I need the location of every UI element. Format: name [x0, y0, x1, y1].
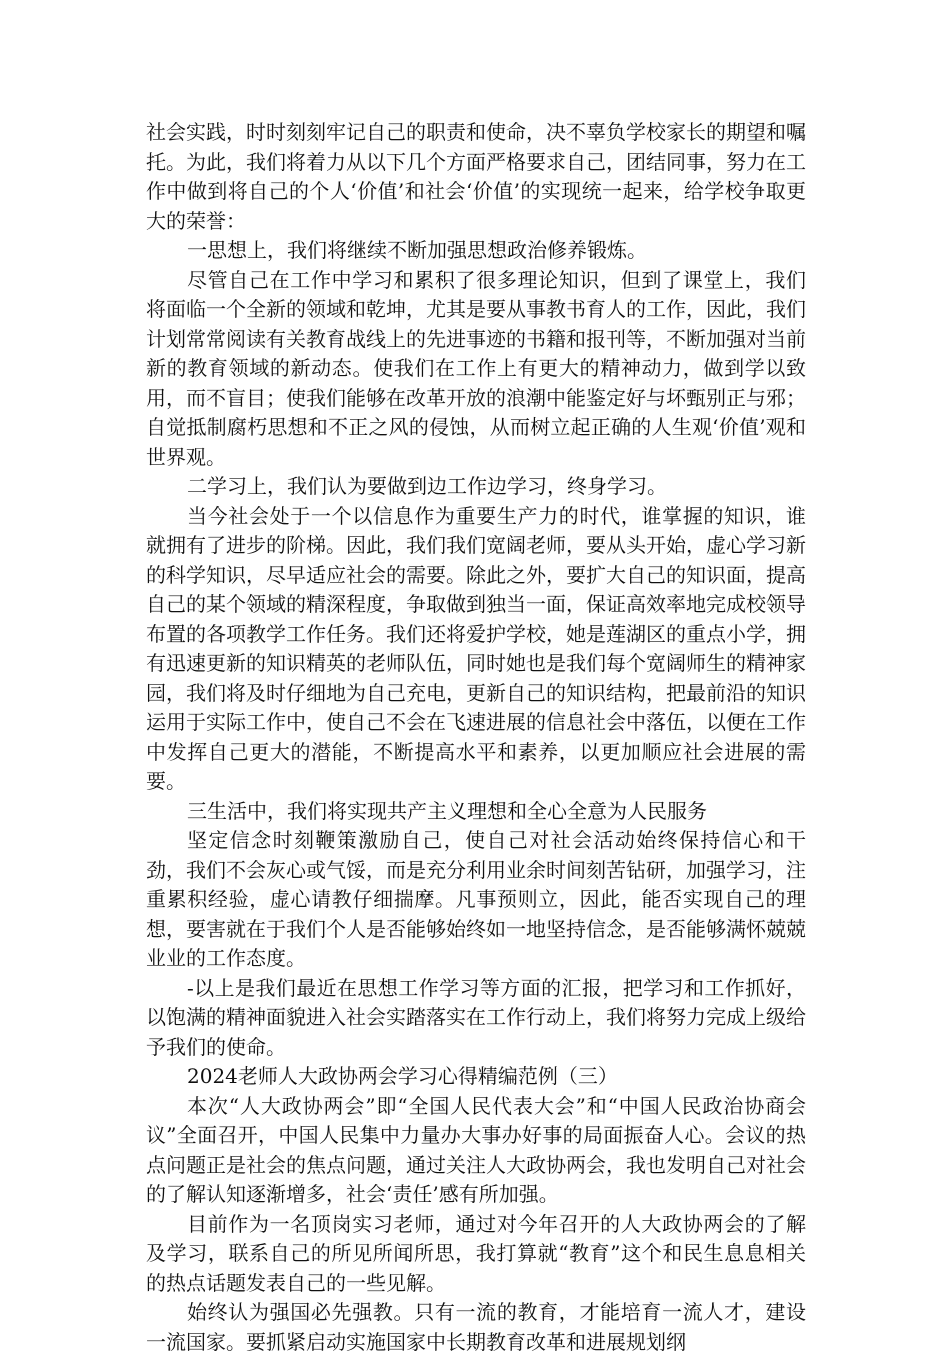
paragraph: 尽管自己在工作中学习和累积了很多理论知识，但到了课堂上，我们将面临一个全新的领域和乾坤，尤其是要从事教书育人的工作，因此，我们计划常常阅读有关教育战线上的先进事迹的书籍和报刊等，不断加强对当前新的教育领域的新动态。使我们在工作上有更大的精神动力，做到学以致用，而不盲目；使我们能够在改革开放的浪潮中能鉴定好与坏甄别正与邪；自觉抵制腐朽思想和不正之风的侵蚀，从而树立起正确的人生观‘价值’观和世界观。 [146, 267, 806, 469]
paragraph: 目前作为一名顶岗实习老师，通过对今年召开的人大政协两会的了解及学习，联系自己的所见所闻所思，我打算就“教育”这个和民生息息相关的热点话题发表自己的一些见解。 [146, 1211, 806, 1295]
paragraph: 本次“人大政协两会”即“全国人民代表大会”和“中国人民政治协商会议”全面召开，中国人民集中力量办大事办好事的局面振奋人心。会议的热点问题正是社会的焦点问题，通过关注人大政协两会，我也发明自己对社会的了解认知逐渐增多，社会‘责任’感有所加强。 [146, 1093, 806, 1206]
paragraph: 当今社会处于一个以信息作为重要生产力的时代，谁掌握的知识，谁就拥有了进步的阶梯。因此，我们我们宽阔老师，要从头开始，虚心学习新的科学知识，尽早适应社会的需要。除此之外，要扩大自己的知识面，提高自己的某个领域的精深程度，争取做到独当一面，保证高效率地完成校领导布置的各项教学工作任务。我们还将爱护学校，她是莲湖区的重点小学，拥有迅速更新的知识精英的老师队伍，同时她也是我们每个宽阔师生的精神家园，我们将及时仔细地为自己充电，更新自己的知识结构，把最前沿的知识运用于实际工作中，使自己不会在飞速进展的信息社会中落伍，以便在工作中发挥自己更大的潜能，不断提高水平和素养，以更加顺应社会进展的需要。 [146, 503, 806, 793]
article-title: 2024老师人大政协两会学习心得精编范例（三） [187, 1064, 618, 1088]
paragraph: 始终认为强国必先强教。只有一流的教育，才能培育一流人才，建设一流国家。要抓紧启动实施国家中长期教育改革和进展规划纲 [146, 1300, 806, 1354]
section-heading: 三生活中，我们将实现共产主义理想和全心全意为人民服务 [187, 798, 707, 823]
paragraph: 社会实践，时时刻刻牢记自己的职责和使命，决不辜负学校家长的期望和嘱托。为此，我们将着力从以下几个方面严格要求自己，团结同事，努力在工作中做到将自己的个人‘价值’和社会‘价值’的实现统一起来，给学校争取更大的荣誉： [146, 120, 806, 233]
section-heading: 二学习上，我们认为要做到边工作边学习，终身学习。 [187, 474, 667, 498]
paragraph: -以上是我们最近在思想工作学习等方面的汇报，把学习和工作抓好，以饱满的精神面貌进入社会实踏落实在工作行动上，我们将努力完成上级给予我们的使命。 [146, 975, 806, 1059]
section-heading: 一思想上，我们将继续不断加强思想政治修养锻炼。 [187, 238, 647, 262]
paragraph: 坚定信念时刻鞭策激励自己，使自己对社会活动始终保持信心和干劲，我们不会灰心或气馁，而是充分利用业余时间刻苦钻研，加强学习，注重累积经验，虚心请教仔细揣摩。凡事预则立，因此，能否实现自己的理想，要害就在于我们个人是否能够始终如一地坚持信念，是否能够满怀兢兢业业的工作态度。 [146, 828, 806, 970]
document-body [146, 118, 806, 1357]
